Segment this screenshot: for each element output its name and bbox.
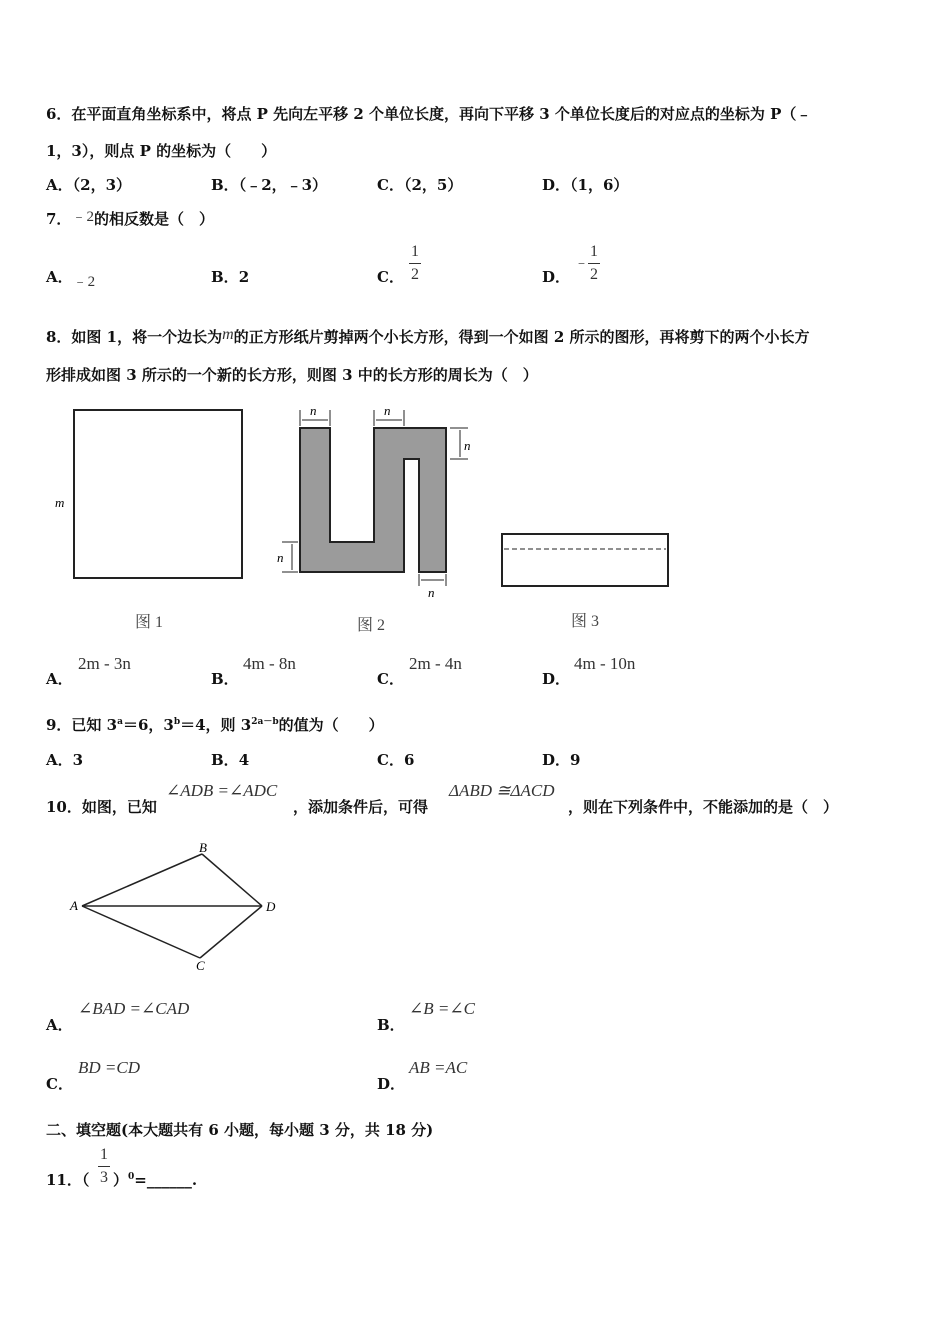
fig1-caption: 图 1	[135, 614, 164, 631]
q10-label-a: A	[70, 898, 78, 913]
q8-option-b-expr: 4m - 8n	[243, 654, 296, 673]
q7-option-d-sign: ﹣	[574, 255, 590, 271]
q9-stem: 9．已知 $3^a=6$，$3^b=4$，则 $3^{2a-b}$的值为（ ）	[46, 716, 384, 734]
q7-option-b: B．2	[211, 268, 250, 286]
section-2-title: 二、填空题(本大题共有 6 小题，每小题 3 分，共 18 分)	[46, 1121, 434, 1139]
q8-option-d-label: D．	[542, 670, 571, 688]
q10-label-b: B	[199, 840, 207, 855]
q7-option-d-fraction: 1 2	[590, 243, 598, 283]
fig2-label-n-3: n	[464, 438, 471, 453]
fig2-label-n-4: n	[277, 550, 284, 565]
q11-fraction: 1 3	[100, 1146, 108, 1186]
fig1-label-m: m	[55, 495, 65, 510]
q10-label-c: C	[196, 958, 205, 973]
q6-option-b: B．（﹣2，﹣3）	[211, 176, 328, 194]
q9-option-b: B．4	[211, 751, 250, 769]
q6-option-a: A．（2，3）	[46, 176, 132, 194]
q8-option-d-expr: 4m - 10n	[574, 654, 636, 673]
q11-rest: ）$^0$=______.	[113, 1171, 198, 1189]
q9-option-c: C．6	[377, 751, 415, 769]
q6-line2: 1，3），则点 P 的坐标为（ ）	[46, 142, 277, 160]
q7-option-d-label: D．	[542, 268, 571, 286]
q8-figure-2	[272, 400, 482, 600]
q7-option-c-label: C．	[377, 268, 404, 286]
fig3-rectangle	[502, 534, 668, 586]
q10-seg-ab	[82, 854, 202, 906]
fig1-square	[74, 410, 242, 578]
q10-option-d-label: D．	[377, 1075, 406, 1093]
q8-figure-1	[50, 405, 250, 585]
q10-seg-ac	[82, 906, 200, 958]
q7-option-c-fraction: 1 2	[411, 243, 419, 283]
q8-option-c-expr: 2m - 4n	[409, 654, 462, 673]
q9-option-a: A．3	[46, 751, 84, 769]
q10-post: ，则在下列条件中，不能添加的是（ ）	[568, 798, 839, 816]
q7-option-a: A．﹣2	[46, 268, 96, 290]
q10-conclusion: ΔABD ≅ΔACD	[449, 781, 555, 800]
q8-option-c-label: C．	[377, 670, 404, 688]
q10-option-c-expr: BD =CD	[78, 1058, 140, 1077]
q8-option-a-expr: 2m - 3n	[78, 654, 131, 673]
q10-option-c-label: C．	[46, 1075, 73, 1093]
q10-figure	[62, 836, 292, 976]
q6-option-c: C．（2，5）	[377, 176, 463, 194]
q10-option-a-label: A．	[46, 1016, 73, 1034]
q8-figure-3	[498, 528, 678, 593]
q11-open: 11．（	[46, 1171, 90, 1189]
fig2-label-n-2: n	[384, 403, 391, 418]
fig2-label-n-5: n	[428, 585, 435, 600]
fig2-shape	[300, 428, 446, 572]
q10-label-d: D	[266, 899, 276, 914]
q8-line1: 8．如图 1，将一个边长为m的正方形纸片剪掉两个小长方形，得到一个如图 2 所示的图形，再将剪下的两个小长方	[46, 326, 810, 346]
q9-option-d: D．9	[542, 751, 581, 769]
q7-expr: ﹣2	[71, 209, 94, 225]
q10-seg-bd	[202, 854, 262, 906]
q10-seg-cd	[200, 906, 262, 958]
q6-line1: 6．在平面直角坐标系中，将点 P 先向左平移 2 个单位长度，再向下平移 3 个单位长度后的对应点的坐标为 P（﹣	[46, 105, 812, 123]
q10-option-a-expr: ∠BAD =∠CAD	[78, 999, 190, 1018]
fig2-caption: 图 2	[357, 617, 386, 634]
q8-option-b-label: B．	[211, 670, 239, 688]
q6-option-d: D．（1，6）	[542, 176, 629, 194]
q8-line2: 形排成如图 3 所示的一个新的长方形，则图 3 中的长方形的周长为（ ）	[46, 366, 538, 384]
fig3-caption: 图 3	[571, 613, 600, 630]
q8-option-a-label: A．	[46, 670, 73, 688]
fig2-label-n-1: n	[310, 403, 317, 418]
q10-option-b-expr: ∠B =∠C	[409, 999, 475, 1018]
q10-pre: 10．如图，已知	[46, 798, 157, 816]
q7-stem: 7．﹣2的相反数是（ ）	[46, 209, 214, 228]
q10-option-d-expr: AB =AC	[409, 1058, 468, 1077]
q10-option-b-label: B．	[377, 1016, 405, 1034]
q10-mid: ，添加条件后，可得	[293, 798, 429, 816]
q10-condition: ∠ADB =∠ADC	[166, 781, 278, 800]
